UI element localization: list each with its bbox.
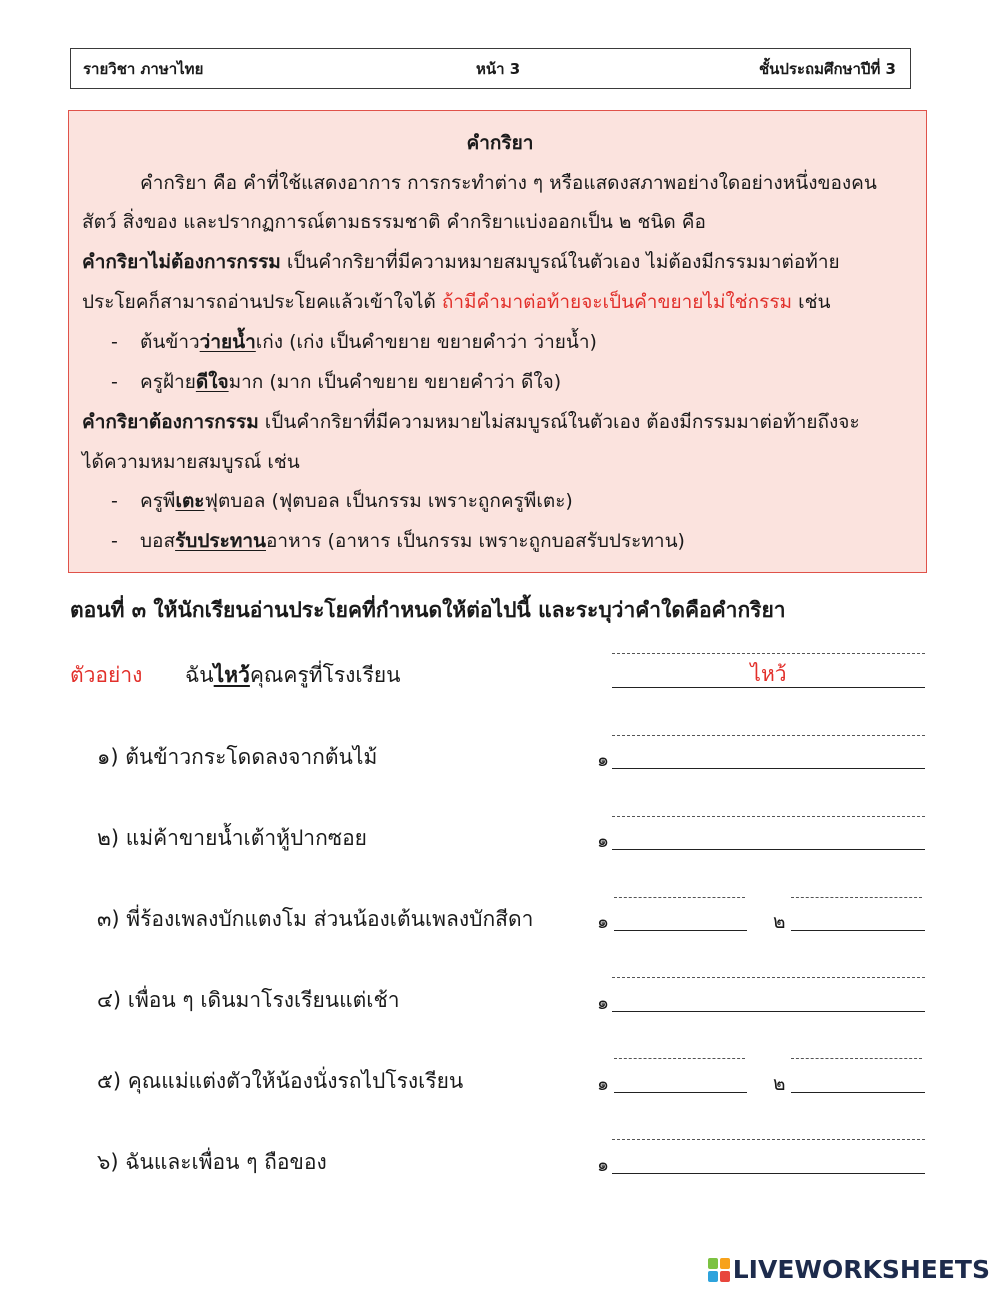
answer-underline (612, 768, 925, 769)
answer-slot-number: ๒ (773, 911, 786, 933)
question-1-text: ๑) ต้นข้าวกระโดดลงจากต้นไม้ (97, 745, 378, 769)
transitive-example-2 (140, 527, 685, 555)
example-answer: ไหว้ (750, 662, 787, 686)
page-header (70, 48, 911, 89)
answer-underline (614, 1092, 747, 1093)
example-sentence-post: คุณครูที่โรงเรียน (249, 663, 401, 687)
answer-underline (791, 930, 925, 931)
bullet-dash: - (111, 490, 118, 512)
answer-slot-number: ๑ (597, 992, 610, 1014)
question-3-text: ๓) พี่ร้องเพลงบักแตงโม ส่วนน้องเต้นเพลงบักสีดา (97, 907, 534, 931)
intransitive-suffix: เช่น (792, 291, 831, 313)
intransitive-desc-1: เป็นคำกริยาที่มีความหมายสมบูรณ์ในตัวเอง ไม่ต้องมีกรรมมาต่อท้าย (280, 251, 840, 273)
question-5-answer-1-input[interactable] (614, 1059, 747, 1093)
transitive-definition-line-2: ได้ความหมายสมบูรณ์ เช่น (82, 451, 300, 473)
transitive-definition-line-1 (82, 408, 860, 436)
example-verb: ว่ายน้ำ (199, 331, 256, 353)
bullet-dash: - (111, 371, 118, 393)
logo-text: LIVEWORKSHEETS (732, 1255, 990, 1284)
grade-label: ชั้นประถมศึกษาปีที่ 3 (758, 60, 896, 78)
liveworksheets-logo-icon (708, 1258, 730, 1282)
example-pre: ครูพี (140, 490, 176, 512)
intransitive-example-2 (140, 368, 561, 396)
example-pre: บอส (140, 530, 176, 552)
example-pre: ครูฝ้าย (140, 371, 196, 393)
answer-underline (612, 1173, 925, 1174)
answer-slot-number: ๑ (597, 830, 610, 852)
question-2-text: ๒) แม่ค้าขายน้ำเต้าหู้ปากซอย (97, 826, 367, 850)
transitive-example-1 (140, 487, 573, 515)
example-post: มาก (มาก เป็นคำขยาย ขยายคำว่า ดีใจ) (228, 371, 562, 393)
answer-slot-number: ๑ (597, 1154, 610, 1176)
subject-label: รายวิชา ภาษาไทย (83, 60, 204, 78)
info-intro-line-1: คำกริยา คือ คำที่ใช้แสดงอาการ การกระทำต่าง ๆ หรือแสดงสภาพอย่างใดอย่างหนึ่งของคน (140, 172, 877, 194)
question-5-text: ๕) คุณแม่แต่งตัวให้น้องนั่งรถไปโรงเรียน (97, 1069, 464, 1093)
exercise-instruction: ตอนที่ ๓ ให้นักเรียนอ่านประโยคที่กำหนดให้ต่อไปนี้ และระบุว่าคำใดคือคำกริยา (70, 598, 786, 622)
answer-underline (791, 1092, 925, 1093)
question-3-answer-2-input[interactable] (791, 898, 925, 932)
example-sentence-pre: ฉัน (185, 663, 214, 687)
example-sentence-verb: ไหว้ (213, 663, 250, 687)
example-post: เก่ง (เก่ง เป็นคำขยาย ขยายคำว่า ว่ายน้ำ) (255, 331, 597, 353)
answer-slot-number: ๑ (597, 749, 610, 771)
answer-underline (612, 687, 925, 688)
example-answer-field (612, 654, 925, 688)
answer-underline (614, 930, 747, 931)
example-sentence (185, 660, 401, 690)
example-post: อาหาร (อาหาร เป็นกรรม เพราะถูกบอสรับประทาน) (266, 530, 685, 552)
intransitive-note: ถ้ามีคำมาต่อท้ายจะเป็นคำขยายไม่ใช่กรรม (441, 291, 793, 313)
intransitive-definition-line-2 (82, 288, 831, 316)
bullet-dash: - (111, 530, 118, 552)
example-verb: เตะ (175, 490, 205, 512)
question-2-answer-input[interactable] (612, 817, 925, 851)
info-title: คำกริยา (466, 132, 534, 154)
intransitive-definition-line-1 (82, 248, 840, 276)
answer-slot-number: ๑ (597, 911, 610, 933)
example-pre: ต้นข้าว (140, 331, 200, 353)
question-1-answer-input[interactable] (612, 736, 925, 770)
transitive-term: คำกริยาต้องการกรรม (82, 411, 259, 433)
intransitive-desc-2: ประโยคก็สามารถอ่านประโยคแล้วเข้าใจได้ (82, 291, 442, 313)
example-label: ตัวอย่าง (70, 663, 143, 687)
transitive-desc-1: เป็นคำกริยาที่มีความหมายไม่สมบูรณ์ในตัวเอง ต้องมีกรรมมาต่อท้ายถึงจะ (258, 411, 860, 433)
info-intro-line-2: สัตว์ สิ่งของ และปรากฏการณ์ตามธรรมชาติ คำกริยาแบ่งออกเป็น ๒ ชนิด คือ (82, 211, 706, 233)
answer-slot-number: ๑ (597, 1073, 610, 1095)
question-6-text: ๖) ฉันและเพื่อน ๆ ถือของ (97, 1150, 327, 1174)
page-number: หน้า 3 (476, 60, 521, 78)
answer-underline (612, 1011, 925, 1012)
bullet-dash: - (111, 331, 118, 353)
question-5-answer-2-input[interactable] (791, 1059, 925, 1093)
answer-slot-number: ๒ (773, 1073, 786, 1095)
question-6-answer-input[interactable] (612, 1140, 925, 1174)
intransitive-term: คำกริยาไม่ต้องการกรรม (82, 251, 281, 273)
question-3-answer-1-input[interactable] (614, 898, 747, 932)
answer-underline (612, 849, 925, 850)
question-4-text: ๔) เพื่อน ๆ เดินมาโรงเรียนแต่เช้า (97, 988, 400, 1012)
intransitive-example-1 (140, 328, 597, 356)
example-post: ฟุตบอล (ฟุตบอล เป็นกรรม เพราะถูกครูพีเตะ) (204, 490, 573, 512)
liveworksheets-logo[interactable] (708, 1256, 990, 1284)
question-4-answer-input[interactable] (612, 978, 925, 1012)
example-verb: รับประทาน (175, 530, 266, 552)
example-verb: ดีใจ (195, 371, 229, 393)
